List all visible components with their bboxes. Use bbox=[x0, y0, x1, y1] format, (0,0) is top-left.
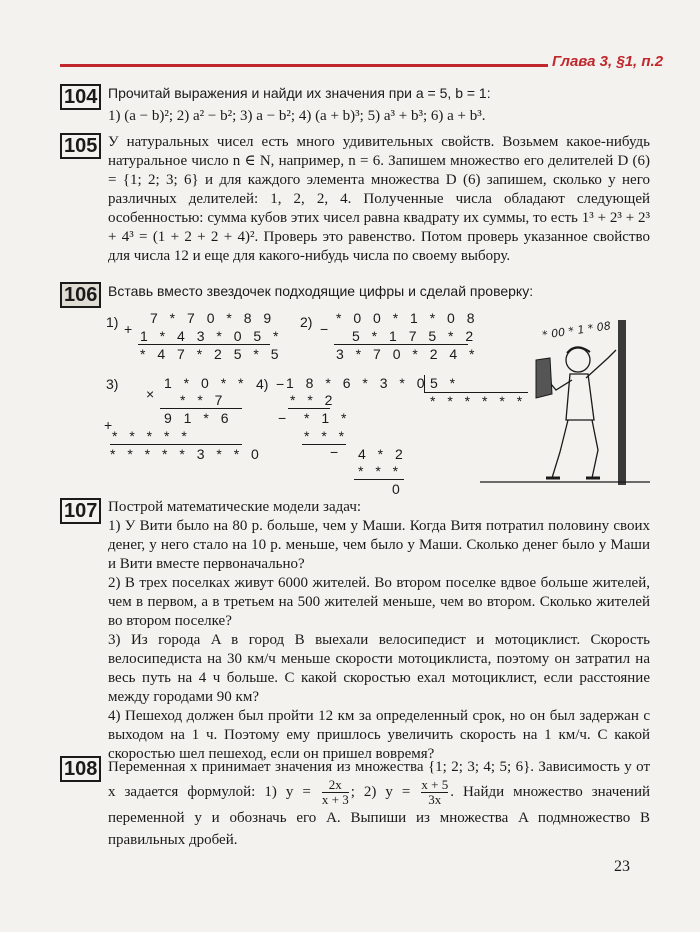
task-paragraph: 2) В трех поселках живут 6000 жителей. Во втором поселке вдвое больше жителей, чем в первом, а в третьем на 500 жителей меньше, чем во втором. Сколько жителей во втором поселке? bbox=[108, 575, 650, 629]
arith-row: 1 * 4 3 * 0 5 * bbox=[140, 328, 283, 344]
arith-row: * 1 * bbox=[304, 410, 351, 426]
example-label: 1) bbox=[106, 314, 119, 330]
arith-row: 4 * 2 bbox=[358, 446, 407, 462]
task-paragraph: 4) Пешеход должен был пройти 12 км за определенный срок, но он был задержан с выходом на 1 ч. Поэтому ему пришлось увеличить скорость на 1 км/ч. С какой скоростью шел пешеход, если он пришел вовремя? bbox=[108, 708, 650, 762]
operator-sign: × bbox=[146, 386, 155, 402]
arith-row: 1 8 * 6 * 3 * 0 bbox=[286, 375, 429, 391]
boy-drawing bbox=[480, 320, 650, 490]
operator-sign: − bbox=[278, 410, 287, 426]
task-text bbox=[108, 498, 650, 764]
operator-sign: − bbox=[330, 444, 339, 460]
task-number: 108 bbox=[60, 756, 101, 782]
fraction bbox=[322, 778, 349, 807]
subtract-line bbox=[354, 479, 404, 480]
arith-row: * 0 0 * 1 * 0 8 bbox=[336, 310, 479, 326]
chapter-header: Глава 3, §1, п.2 bbox=[552, 53, 664, 70]
task-108 bbox=[60, 756, 650, 848]
task-paragraph: Построй математические модели задач: bbox=[108, 499, 362, 515]
fraction bbox=[421, 778, 448, 807]
arith-row: 7 * 7 0 * 8 9 bbox=[150, 310, 276, 326]
arith-row: * * 2 bbox=[290, 392, 337, 408]
boy-at-board-illustration bbox=[480, 320, 650, 495]
page-number: 23 bbox=[614, 858, 630, 875]
task-number: 105 bbox=[60, 133, 101, 159]
task-text-part: ; 2) y = bbox=[350, 783, 411, 800]
arith-row: 3 * 7 0 * 2 4 * bbox=[336, 346, 479, 362]
task-text bbox=[108, 84, 650, 126]
arith-row: 0 bbox=[392, 481, 404, 497]
example-label: 4) bbox=[256, 376, 269, 392]
task-number: 104 bbox=[60, 84, 101, 110]
fraction-denominator: x + 3 bbox=[321, 792, 349, 807]
example-label: 2) bbox=[300, 314, 313, 330]
arith-row: * * * bbox=[304, 428, 349, 444]
difference-line bbox=[334, 344, 468, 345]
arith-row: * 4 7 * 2 5 * 5 bbox=[140, 346, 283, 362]
task-instruction: Вставь вместо звездочек подходящие цифры и сделай проверку: bbox=[108, 283, 534, 299]
task-104 bbox=[60, 84, 650, 128]
task-text bbox=[108, 133, 650, 266]
arith-row: 1 * 0 * * bbox=[164, 375, 248, 391]
task-number: 106 bbox=[60, 282, 101, 308]
task-text bbox=[108, 282, 650, 301]
arith-row: 5 * 1 7 5 * 2 bbox=[352, 328, 478, 344]
subtract-line bbox=[288, 408, 330, 409]
operator-sign: − bbox=[276, 376, 285, 392]
arith-row: * * 7 bbox=[180, 392, 227, 408]
task-paragraph: У натуральных чисел есть много удивительных свойств. Возьмем какое-нибудь натуральное число n ∈ N, например, n = 6. Запишем множество его делителей D (6) = {1; 2; 3; 6} и для каждого элемента множества D (6) запишем, сколько у него различных делителей: 1, 2, 2, 4. Полученные числа обладают следующей особенностью: сумма кубов этих чисел равна квадрату их суммы, то есть 1³ + 2³ + 2³ + 4³ = (1 + 2 + 2 + 4)². Проверь это равенство. Потом проверь указанное свойство для числа 12 и еще для какого-нибудь числа по своему выбору. bbox=[108, 134, 650, 264]
fraction-denominator: 3x bbox=[421, 792, 448, 807]
arith-row: * * * * * 3 * * 0 bbox=[110, 446, 263, 462]
task-line: 1) (a − b)²; 2) a² − b²; 3) a − b²; 4) (a + b)³; 5) a³ + b³; 6) a + b³. bbox=[108, 108, 486, 124]
task-107 bbox=[60, 498, 650, 762]
arith-row: 5 * bbox=[430, 375, 460, 391]
task-text bbox=[108, 756, 650, 851]
operator-sign: − bbox=[320, 321, 329, 337]
product-line bbox=[160, 408, 242, 409]
operator-sign: + bbox=[124, 321, 133, 337]
board-writing: * 00 * 1 * 08 bbox=[541, 319, 612, 342]
header-rule bbox=[60, 64, 548, 67]
task-text-part: . Найди множество значений переменной y и обозначь его A. Выпиши из множества A подмножество B правильных дробей. bbox=[108, 783, 651, 848]
task-text-part: Переменная x принимает значения из множества {1; 2; 3; 4; 5; 6}. Зависимость y от x задается формулой: 1) y = bbox=[108, 759, 650, 800]
fraction-numerator: 2x bbox=[328, 777, 342, 792]
arith-row: * * * bbox=[358, 463, 403, 479]
arith-row: * * * * * * bbox=[430, 393, 527, 409]
division-bar bbox=[424, 375, 425, 393]
sum-line bbox=[110, 444, 242, 445]
task-paragraph: 1) У Вити было на 80 р. больше, чем у Маши. Когда Витя потратил половину своих денег, у него стало на 10 р. меньше, чем было у Маши. Сколько денег было у Маши и Вити вместе первоначально? bbox=[108, 518, 650, 572]
arith-row: 9 1 * 6 bbox=[164, 410, 233, 426]
task-105 bbox=[60, 133, 650, 283]
operator-sign: + bbox=[104, 417, 113, 433]
sum-line bbox=[138, 344, 270, 345]
task-paragraph: 3) Из города A в город B выехали велосипедист и мотоциклист. Скорость велосипедиста на 30 км/ч меньше скорости мотоциклиста, поэтому он затратил на весь путь на 4 ч больше. С какой скоростью ехал мотоциклист, если расстояние между городами 90 км? bbox=[108, 632, 650, 705]
task-number: 107 bbox=[60, 498, 101, 524]
task-line: Прочитай выражения и найди их значения при a = 5, b = 1: bbox=[108, 85, 491, 101]
arith-row: * * * * * bbox=[112, 428, 191, 444]
example-label: 3) bbox=[106, 376, 119, 392]
subtract-line bbox=[302, 444, 346, 445]
fraction-numerator: x + 5 bbox=[421, 777, 449, 792]
